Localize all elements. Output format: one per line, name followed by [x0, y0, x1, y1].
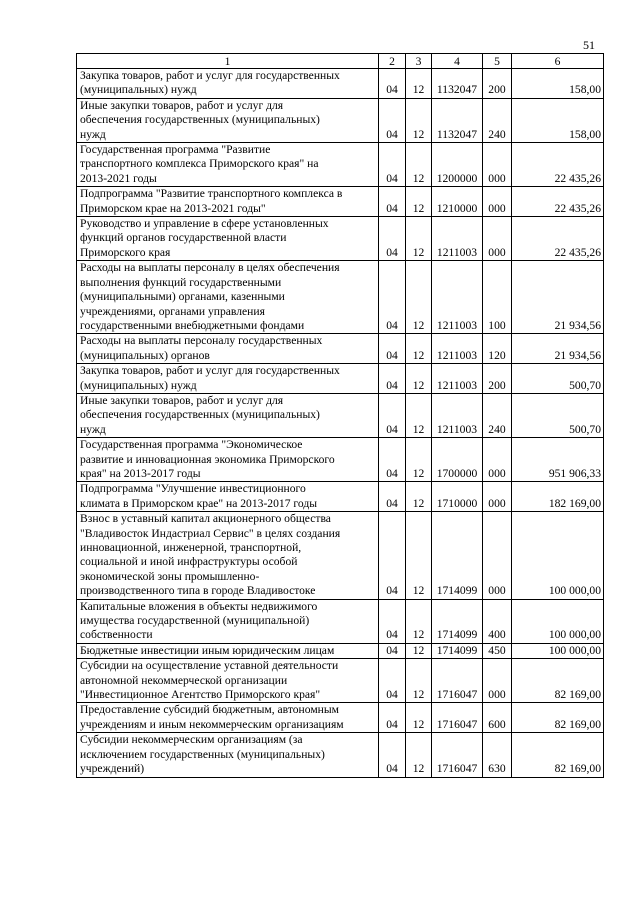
- table-row: [77, 482, 604, 512]
- column-header-3: 3: [406, 54, 432, 69]
- subsection-code: 12: [406, 334, 432, 364]
- target-article-code: 1716047: [432, 659, 483, 703]
- target-article-code: 1210000: [432, 187, 483, 217]
- expense-name: Закупка товаров, работ и услуг для государственных (муниципальных) нужд: [77, 69, 379, 99]
- section-code: 04: [379, 482, 406, 512]
- section-code: 04: [379, 187, 406, 217]
- table-row: [77, 659, 604, 703]
- subsection-code: 12: [406, 599, 432, 643]
- table-row: [77, 599, 604, 643]
- target-article-code: 1211003: [432, 364, 483, 394]
- table-row: [77, 143, 604, 187]
- expense-name: Расходы на выплаты персоналу в целях обеспечения выполнения функций государственными (муниципальными) органами, казенными учреждениями, органами управления государственными внебюджетными фондами: [77, 261, 379, 334]
- expense-name: Государственная программа "Экономическое развитие и инновационная экономика Приморского края" на 2013-2017 годы: [77, 438, 379, 482]
- target-article-code: 1716047: [432, 733, 483, 777]
- expense-type-code: 240: [483, 393, 512, 437]
- amount: 21 934,56: [512, 334, 604, 364]
- amount: 951 906,33: [512, 438, 604, 482]
- table-row: [77, 364, 604, 394]
- table-row: [77, 438, 604, 482]
- section-code: 04: [379, 334, 406, 364]
- amount: 182 169,00: [512, 482, 604, 512]
- expense-name: Подпрограмма "Улучшение инвестиционного климата в Приморском крае" на 2013-2017 годы: [77, 482, 379, 512]
- expense-name: Руководство и управление в сфере установленных функций органов государственной власти Приморского края: [77, 217, 379, 261]
- column-header-4: 4: [432, 54, 483, 69]
- amount: 82 169,00: [512, 733, 604, 777]
- target-article-code: 1710000: [432, 482, 483, 512]
- expense-type-code: 400: [483, 599, 512, 643]
- amount: 82 169,00: [512, 659, 604, 703]
- amount: 158,00: [512, 98, 604, 142]
- table-body: [77, 69, 604, 778]
- expense-type-code: 450: [483, 643, 512, 658]
- subsection-code: 12: [406, 703, 432, 733]
- expense-name: Взнос в уставный капитал акционерного общества "Владивосток Индастриал Сервис" в целях создания инновационной, инженерной, транспортной, социальной и иной инфраструктуры особой экономической зоны промышленно- производственного типа в городе Владивостоке: [77, 512, 379, 599]
- expense-type-code: 000: [483, 659, 512, 703]
- expense-name: Бюджетные инвестиции иным юридическим лицам: [77, 643, 379, 658]
- amount: 100 000,00: [512, 643, 604, 658]
- table-row: [77, 98, 604, 142]
- target-article-code: 1714099: [432, 599, 483, 643]
- subsection-code: 12: [406, 143, 432, 187]
- target-article-code: 1132047: [432, 98, 483, 142]
- column-header-6: 6: [512, 54, 604, 69]
- subsection-code: 12: [406, 364, 432, 394]
- amount: 500,70: [512, 364, 604, 394]
- target-article-code: 1132047: [432, 69, 483, 99]
- expense-type-code: 200: [483, 69, 512, 99]
- table-row: [77, 217, 604, 261]
- target-article-code: 1716047: [432, 703, 483, 733]
- table-row: [77, 261, 604, 334]
- section-code: 04: [379, 733, 406, 777]
- expense-name: Закупка товаров, работ и услуг для государственных (муниципальных) нужд: [77, 364, 379, 394]
- column-header-5: 5: [483, 54, 512, 69]
- subsection-code: 12: [406, 187, 432, 217]
- target-article-code: 1211003: [432, 393, 483, 437]
- page-number: 51: [583, 38, 595, 52]
- expense-name: Предоставление субсидий бюджетным, автономным учреждениям и иным некоммерческим организациям: [77, 703, 379, 733]
- section-code: 04: [379, 659, 406, 703]
- expense-type-code: 000: [483, 187, 512, 217]
- expense-type-code: 630: [483, 733, 512, 777]
- expense-type-code: 200: [483, 364, 512, 394]
- expense-type-code: 000: [483, 217, 512, 261]
- budget-table: [76, 53, 604, 778]
- amount: 100 000,00: [512, 599, 604, 643]
- amount: 100 000,00: [512, 512, 604, 599]
- expense-type-code: 000: [483, 482, 512, 512]
- amount: 22 435,26: [512, 217, 604, 261]
- column-header-2: 2: [379, 54, 406, 69]
- table-row: [77, 643, 604, 658]
- amount: 82 169,00: [512, 703, 604, 733]
- target-article-code: 1211003: [432, 217, 483, 261]
- target-article-code: 1714099: [432, 643, 483, 658]
- table-row: [77, 733, 604, 777]
- subsection-code: 12: [406, 733, 432, 777]
- amount: 500,70: [512, 393, 604, 437]
- section-code: 04: [379, 512, 406, 599]
- section-code: 04: [379, 364, 406, 394]
- section-code: 04: [379, 393, 406, 437]
- expense-name: Подпрограмма "Развитие транспортного комплекса в Приморском крае на 2013-2021 годы": [77, 187, 379, 217]
- subsection-code: 12: [406, 217, 432, 261]
- section-code: 04: [379, 69, 406, 99]
- target-article-code: 1714099: [432, 512, 483, 599]
- column-header-1: 1: [77, 54, 379, 69]
- section-code: 04: [379, 98, 406, 142]
- expense-type-code: 120: [483, 334, 512, 364]
- expense-type-code: 000: [483, 512, 512, 599]
- expense-type-code: 240: [483, 98, 512, 142]
- section-code: 04: [379, 217, 406, 261]
- subsection-code: 12: [406, 69, 432, 99]
- table-row: [77, 187, 604, 217]
- subsection-code: 12: [406, 438, 432, 482]
- subsection-code: 12: [406, 393, 432, 437]
- target-article-code: 1211003: [432, 334, 483, 364]
- section-code: 04: [379, 703, 406, 733]
- subsection-code: 12: [406, 482, 432, 512]
- section-code: 04: [379, 143, 406, 187]
- table-row: [77, 512, 604, 599]
- table-row: [77, 334, 604, 364]
- table-row: [77, 393, 604, 437]
- expense-type-code: 000: [483, 143, 512, 187]
- subsection-code: 12: [406, 659, 432, 703]
- section-code: 04: [379, 261, 406, 334]
- subsection-code: 12: [406, 512, 432, 599]
- amount: 21 934,56: [512, 261, 604, 334]
- expense-name: Субсидии на осуществление уставной деятельности автономной некоммерческой организации "Инвестиционное Агентство Приморского края": [77, 659, 379, 703]
- expense-name: Иные закупки товаров, работ и услуг для обеспечения государственных (муниципальных) нужд: [77, 98, 379, 142]
- subsection-code: 12: [406, 98, 432, 142]
- target-article-code: 1200000: [432, 143, 483, 187]
- table-row: [77, 69, 604, 99]
- section-code: 04: [379, 438, 406, 482]
- expense-name: Государственная программа "Развитие транспортного комплекса Приморского края" на 2013-2021 годы: [77, 143, 379, 187]
- expense-type-code: 000: [483, 438, 512, 482]
- expense-type-code: 100: [483, 261, 512, 334]
- amount: 158,00: [512, 69, 604, 99]
- expense-type-code: 600: [483, 703, 512, 733]
- amount: 22 435,26: [512, 187, 604, 217]
- target-article-code: 1211003: [432, 261, 483, 334]
- section-code: 04: [379, 599, 406, 643]
- target-article-code: 1700000: [432, 438, 483, 482]
- expense-name: Капитальные вложения в объекты недвижимого имущества государственной (муниципальной) собственности: [77, 599, 379, 643]
- expense-name: Расходы на выплаты персоналу государственных (муниципальных) органов: [77, 334, 379, 364]
- section-code: 04: [379, 643, 406, 658]
- table-row: [77, 703, 604, 733]
- expense-name: Субсидии некоммерческим организациям (за исключением государственных (муниципальных) учреждений): [77, 733, 379, 777]
- table-header-row: [77, 54, 604, 69]
- amount: 22 435,26: [512, 143, 604, 187]
- subsection-code: 12: [406, 261, 432, 334]
- subsection-code: 12: [406, 643, 432, 658]
- expense-name: Иные закупки товаров, работ и услуг для обеспечения государственных (муниципальных) нужд: [77, 393, 379, 437]
